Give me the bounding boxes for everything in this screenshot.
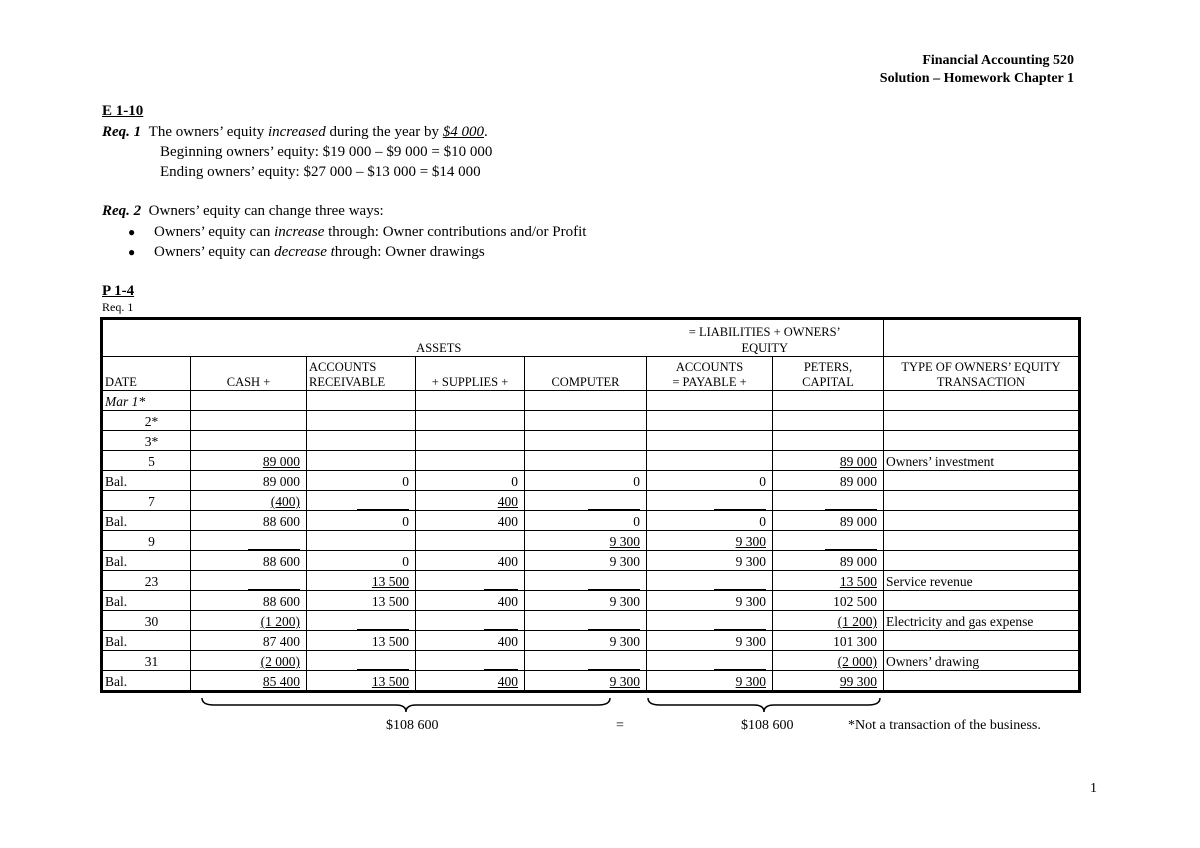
req1-amount: $4 000	[442, 124, 485, 140]
blank-underline	[357, 617, 409, 630]
cell-cash: 87 400	[191, 631, 307, 651]
cell-cap	[773, 391, 884, 411]
cell-comp: 0	[525, 471, 647, 491]
table-row	[102, 671, 1080, 692]
cell-comp	[525, 411, 647, 431]
p14-req-label: Req. 1	[102, 300, 134, 314]
cell-sup	[416, 411, 525, 431]
table-row	[102, 431, 1080, 451]
cell-sup	[416, 611, 525, 631]
col-cash: CASH +	[191, 357, 307, 391]
cell-comp	[525, 491, 647, 511]
cell-comp: 9 300	[525, 531, 647, 551]
table-row	[102, 651, 1080, 671]
cell-date: 31	[102, 651, 191, 671]
cell-ap	[647, 391, 773, 411]
cell-comp: 9 300	[525, 551, 647, 571]
cell-transaction-type	[884, 671, 1080, 692]
footnote: *Not a transaction of the business.	[848, 718, 1041, 733]
cell-cap: 89 000	[773, 451, 884, 471]
section-title-p14: P 1-4	[102, 283, 135, 299]
cell-ap	[647, 571, 773, 591]
cell-comp: 9 300	[525, 631, 647, 651]
beginning-equity-line: Beginning owners’ equity: $19 000 – $9 000 = $10 000	[160, 144, 493, 160]
cell-ar	[307, 411, 416, 431]
req1-line1-end: .	[484, 124, 488, 140]
cell-cash: (400)	[191, 491, 307, 511]
cell-sup	[416, 451, 525, 471]
col-supplies: + SUPPLIES +	[416, 357, 525, 391]
cell-cap: (1 200)	[773, 611, 884, 631]
cell-ap: 9 300	[647, 671, 773, 692]
req1-block	[102, 123, 488, 142]
blank-underline	[714, 617, 766, 630]
cell-ar: 0	[307, 511, 416, 531]
cell-date: 3*	[102, 431, 191, 451]
blank-underline	[248, 577, 300, 590]
cell-ap	[647, 431, 773, 451]
cell-cap: 102 500	[773, 591, 884, 611]
cell-ap	[647, 411, 773, 431]
table-row	[102, 531, 1080, 551]
blank-header	[884, 319, 1080, 357]
blank-underline	[825, 537, 877, 550]
cell-date: Bal.	[102, 631, 191, 651]
cell-comp	[525, 431, 647, 451]
cell-transaction-type	[884, 591, 1080, 611]
cell-cap: 89 000	[773, 551, 884, 571]
cell-date: 9	[102, 531, 191, 551]
cell-cap: 13 500	[773, 571, 884, 591]
cell-date: 7	[102, 491, 191, 511]
liabilities-brace	[646, 696, 882, 714]
cell-ap: 0	[647, 511, 773, 531]
cell-date: Bal.	[102, 511, 191, 531]
cell-cash: 89 000	[191, 471, 307, 491]
cell-ar: 0	[307, 471, 416, 491]
cell-ap: 9 300	[647, 551, 773, 571]
section-title-e110: E 1-10	[102, 103, 144, 119]
cell-sup	[416, 531, 525, 551]
cell-cash	[191, 571, 307, 591]
cell-comp: 9 300	[525, 671, 647, 692]
blank-underline	[484, 617, 518, 630]
table-row	[102, 571, 1080, 591]
table-row	[102, 391, 1080, 411]
req1-line1-em: increased	[267, 124, 326, 140]
cell-sup: 400	[416, 671, 525, 692]
table-row	[102, 611, 1080, 631]
cell-comp	[525, 651, 647, 671]
blank-underline	[825, 497, 877, 510]
cell-cash: 88 600	[191, 591, 307, 611]
cell-cash	[191, 531, 307, 551]
cell-cash	[191, 411, 307, 431]
table-row	[102, 451, 1080, 471]
req2-bullets	[128, 222, 586, 262]
cell-date: Mar 1*	[102, 391, 191, 411]
cell-cash: (1 200)	[191, 611, 307, 631]
blank-underline	[357, 657, 409, 670]
blank-underline	[588, 657, 640, 670]
col-computer: COMPUTER	[525, 357, 647, 391]
cell-sup: 0	[416, 471, 525, 491]
cell-transaction-type: Electricity and gas expense	[884, 611, 1080, 631]
blank-underline	[484, 577, 518, 590]
cell-date: Bal.	[102, 671, 191, 692]
cell-ar: 13 500	[307, 591, 416, 611]
bullet-decrease: ● Owners’ equity can decrease through: Owner drawings	[128, 242, 586, 262]
cell-ar	[307, 491, 416, 511]
cell-ap: 0	[647, 471, 773, 491]
table-row	[102, 471, 1080, 491]
cell-cap	[773, 411, 884, 431]
cell-cash: 88 600	[191, 511, 307, 531]
req1-label: Req. 1	[102, 124, 142, 140]
cell-cash	[191, 391, 307, 411]
req2-text: Owners’ equity can change three ways:	[148, 203, 384, 219]
cell-ar: 13 500	[307, 631, 416, 651]
cell-transaction-type: Owners’ investment	[884, 451, 1080, 471]
bullet-increase: ● Owners’ equity can increase through: Owner contributions and/or Profit	[128, 222, 586, 242]
table-row	[102, 411, 1080, 431]
cell-sup	[416, 651, 525, 671]
cell-comp: 0	[525, 511, 647, 531]
table-row	[102, 591, 1080, 611]
total-assets: $108 600	[386, 718, 439, 733]
cell-transaction-type: Service revenue	[884, 571, 1080, 591]
cell-cap: 99 300	[773, 671, 884, 692]
cell-ap: 9 300	[647, 591, 773, 611]
cell-date: Bal.	[102, 591, 191, 611]
cell-sup	[416, 391, 525, 411]
cell-comp: 9 300	[525, 591, 647, 611]
blank-underline	[714, 577, 766, 590]
req1-line1-mid: during the year by	[325, 124, 443, 140]
cell-ar	[307, 531, 416, 551]
cell-transaction-type	[884, 411, 1080, 431]
assets-header: ASSETS	[102, 319, 647, 357]
blank-underline	[248, 537, 300, 550]
cell-sup: 400	[416, 491, 525, 511]
cell-ap	[647, 491, 773, 511]
cell-transaction-type	[884, 431, 1080, 451]
document-header	[880, 52, 1074, 88]
cell-transaction-type	[884, 631, 1080, 651]
cell-comp	[525, 391, 647, 411]
cell-cash: 88 600	[191, 551, 307, 571]
cell-comp	[525, 571, 647, 591]
cell-cash	[191, 431, 307, 451]
cell-cap	[773, 531, 884, 551]
blank-underline	[714, 497, 766, 510]
cell-transaction-type: Owners’ drawing	[884, 651, 1080, 671]
cell-date: Bal.	[102, 551, 191, 571]
cell-sup	[416, 431, 525, 451]
blank-underline	[484, 657, 518, 670]
cell-cap: 101 300	[773, 631, 884, 651]
cell-comp	[525, 451, 647, 471]
cell-ap: 9 300	[647, 631, 773, 651]
cell-ar	[307, 451, 416, 471]
req1-line1-pre: The owners’ equity	[148, 124, 268, 140]
cell-date: 2*	[102, 411, 191, 431]
cell-sup: 400	[416, 551, 525, 571]
blank-underline	[588, 577, 640, 590]
cell-cap: 89 000	[773, 471, 884, 491]
table-row	[102, 551, 1080, 571]
cell-ap	[647, 651, 773, 671]
cell-cash: (2 000)	[191, 651, 307, 671]
cell-sup: 400	[416, 511, 525, 531]
cell-transaction-type	[884, 531, 1080, 551]
cell-ar	[307, 611, 416, 631]
cell-date: Bal.	[102, 471, 191, 491]
blank-underline	[588, 617, 640, 630]
cell-cap: 89 000	[773, 511, 884, 531]
cell-ap: 9 300	[647, 531, 773, 551]
page-number: 1	[1090, 781, 1097, 796]
req2-label: Req. 2	[102, 203, 142, 219]
table-row	[102, 491, 1080, 511]
cell-ar: 0	[307, 551, 416, 571]
cell-ar: 13 500	[307, 571, 416, 591]
col-accounts-receivable: ACCOUNTS RECEIVABLE	[307, 357, 416, 391]
equals-sign: =	[616, 718, 624, 733]
ledger-body	[102, 391, 1080, 692]
blank-underline	[357, 497, 409, 510]
blank-underline	[714, 657, 766, 670]
table-row	[102, 631, 1080, 651]
blank-underline	[588, 497, 640, 510]
document-subtitle: Solution – Homework Chapter 1	[879, 71, 1074, 86]
accounting-equation-table	[100, 317, 1081, 693]
cell-ar	[307, 431, 416, 451]
cell-ap	[647, 451, 773, 471]
col-accounts-payable: ACCOUNTS = PAYABLE +	[647, 357, 773, 391]
cell-comp	[525, 611, 647, 631]
cell-cash: 85 400	[191, 671, 307, 692]
liabilities-equity-header: = LIABILITIES + OWNERS’ EQUITY	[647, 319, 884, 357]
cell-cap: (2 000)	[773, 651, 884, 671]
cell-transaction-type	[884, 511, 1080, 531]
cell-sup: 400	[416, 591, 525, 611]
req2-block	[102, 202, 384, 221]
cell-date: 30	[102, 611, 191, 631]
cell-cap	[773, 491, 884, 511]
assets-brace	[200, 696, 612, 714]
cell-sup: 400	[416, 631, 525, 651]
cell-ap	[647, 611, 773, 631]
cell-transaction-type	[884, 551, 1080, 571]
cell-sup	[416, 571, 525, 591]
table-row	[102, 511, 1080, 531]
course-title: Financial Accounting 520	[922, 53, 1074, 68]
cell-ar	[307, 391, 416, 411]
col-peters-capital: PETERS, CAPITAL	[773, 357, 884, 391]
cell-ar	[307, 651, 416, 671]
col-date: DATE	[102, 357, 191, 391]
cell-cap	[773, 431, 884, 451]
cell-cash: 89 000	[191, 451, 307, 471]
total-liabilities-equity: $108 600	[741, 718, 794, 733]
ending-equity-line: Ending owners’ equity: $27 000 – $13 000 = $14 000	[160, 164, 481, 180]
cell-transaction-type	[884, 471, 1080, 491]
col-transaction-type: TYPE OF OWNERS’ EQUITY TRANSACTION	[884, 357, 1080, 391]
cell-transaction-type	[884, 391, 1080, 411]
cell-transaction-type	[884, 491, 1080, 511]
cell-ar: 13 500	[307, 671, 416, 692]
cell-date: 5	[102, 451, 191, 471]
cell-date: 23	[102, 571, 191, 591]
